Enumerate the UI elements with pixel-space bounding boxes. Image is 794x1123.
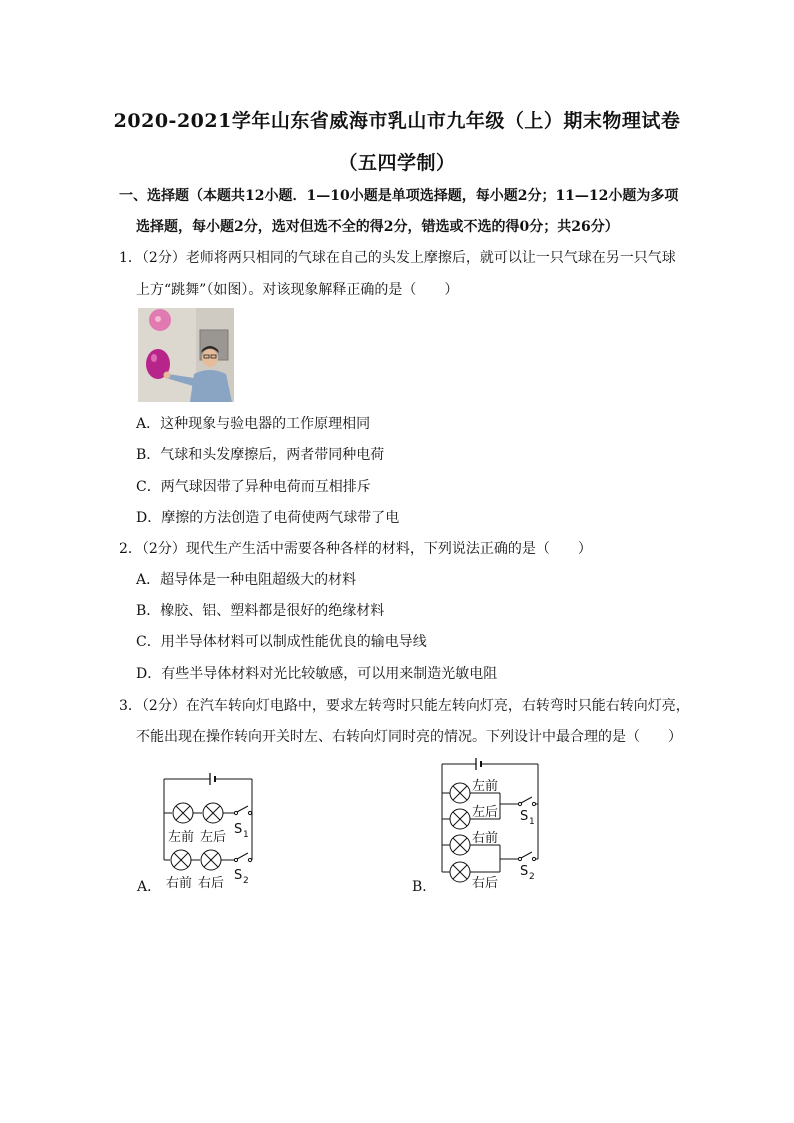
label-s2-a: S bbox=[234, 868, 243, 883]
label-s1-a: S bbox=[234, 822, 243, 837]
q1-balloon-photo bbox=[138, 308, 234, 402]
label-right-rear-a: 右后 bbox=[198, 876, 225, 891]
q1-stem-line2: 上方“跳舞”（如图）。对该现象解释正确的是（ ） bbox=[136, 282, 459, 298]
label-s2-b: S bbox=[520, 864, 529, 879]
balloon-photo-illustration bbox=[138, 308, 234, 402]
q3-stem-line1: 3．（2分）在汽车转向灯电路中，要求左转弯时只能左转向灯亮，右转弯时只能右转向灯亮， bbox=[119, 698, 690, 714]
q2-option-a: A．超导体是一种电阻超级大的材料 bbox=[136, 572, 357, 588]
label-left-front-b: 左前 bbox=[472, 779, 499, 794]
q1-option-d: D．摩擦的方法创造了电荷使两气球带了电 bbox=[136, 510, 400, 526]
q3-stem-line2: 不能出现在操作转向开关时左、右转向灯同时亮的情况。下列设计中最合理的是（ ） bbox=[136, 729, 682, 745]
q1-option-c: C．两气球因带了异种电荷而互相排斥 bbox=[136, 479, 371, 495]
switch-s1-a bbox=[234, 806, 251, 815]
q2-option-d: D．有些半导体材料对光比较敏感，可以用来制造光敏电阻 bbox=[136, 666, 498, 682]
lamp-left-front-b bbox=[450, 783, 470, 803]
label-s2-sub-b: 2 bbox=[529, 872, 535, 882]
lamp-right-rear-b bbox=[450, 862, 470, 882]
switch-s2-a bbox=[234, 853, 251, 862]
label-left-front-a: 左前 bbox=[168, 830, 195, 845]
switch-s2-b bbox=[518, 852, 535, 861]
label-right-rear-b: 右后 bbox=[472, 876, 499, 891]
circuit-diagram-a bbox=[130, 765, 270, 895]
q3-option-b-label: B． bbox=[412, 879, 437, 895]
label-s2-sub-a: 2 bbox=[243, 876, 249, 886]
lamp-left-front-a bbox=[173, 803, 193, 823]
section-heading-line2: 选择题，每小题2分，选对但选不全的得2分，错选或不选的得0分；共26分） bbox=[136, 219, 619, 235]
q3-option-a-label: A． bbox=[137, 879, 162, 895]
lamp-right-front-b bbox=[450, 835, 470, 855]
lamp-right-front-a bbox=[171, 850, 191, 870]
lamp-right-rear-a bbox=[201, 850, 221, 870]
q2-option-b: B．橡胶、铝、塑料都是很好的绝缘材料 bbox=[136, 603, 385, 619]
paper-title-line2: （五四学制） bbox=[338, 152, 456, 174]
circuit-diagram-b bbox=[430, 755, 550, 895]
paper-title-line1: 2020-2021学年山东省威海市乳山市九年级（上）期末物理试卷 bbox=[113, 110, 681, 132]
q2-option-c: C．用半导体材料可以制成性能优良的输电导线 bbox=[136, 634, 427, 650]
label-s1-sub-a: 1 bbox=[243, 830, 249, 840]
label-right-front-b: 右前 bbox=[472, 831, 499, 846]
label-s1-sub-b: 1 bbox=[529, 817, 535, 827]
section-heading-line1: 一、选择题（本题共12小题．1—10小题是单项选择题，每小题2分；11—12小题为多项 bbox=[119, 188, 679, 204]
lamp-left-rear-a bbox=[203, 803, 223, 823]
switch-s1-b bbox=[518, 797, 535, 806]
battery-symbol-a bbox=[164, 773, 252, 785]
q1-option-b: B．气球和头发摩擦后，两者带同种电荷 bbox=[136, 447, 385, 463]
label-right-front-a: 右前 bbox=[166, 876, 193, 891]
battery-symbol-b bbox=[442, 758, 538, 770]
q2-stem: 2．（2分）现代生产生活中需要各种各样的材料，下列说法正确的是（ ） bbox=[119, 541, 592, 557]
q1-option-a: A．这种现象与验电器的工作原理相同 bbox=[136, 416, 371, 432]
label-left-rear-a: 左后 bbox=[200, 830, 227, 845]
q1-stem-line1: 1．（2分）老师将两只相同的气球在自己的头发上摩擦后，就可以让一只气球在另一只气球 bbox=[119, 250, 676, 266]
lamp-left-rear-b bbox=[450, 809, 470, 829]
label-left-rear-b: 左后 bbox=[472, 805, 499, 820]
label-s1-b: S bbox=[520, 809, 529, 824]
